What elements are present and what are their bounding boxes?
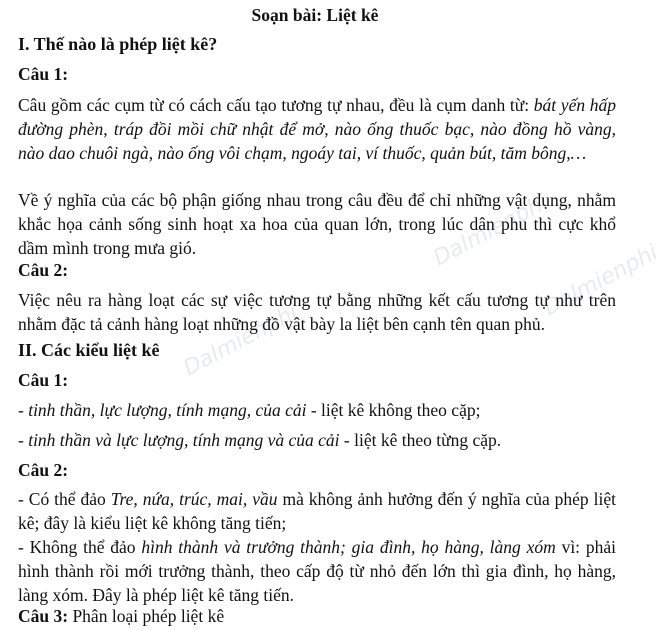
question-text: Phân loại phép liệt kê bbox=[68, 606, 225, 626]
paragraph bbox=[18, 93, 616, 165]
list-italic: hình thành và trưởng thành; gia đình, họ hàng, làng xóm bbox=[141, 537, 556, 557]
list-italic: tinh thần, lực lượng, tính mạng, của cải bbox=[28, 400, 307, 420]
page-title: Soạn bài: Liệt kê bbox=[251, 5, 379, 25]
list-dash: - bbox=[18, 430, 29, 450]
list-item bbox=[18, 428, 616, 452]
list-rest: - liệt kê không theo cặp; bbox=[306, 400, 481, 420]
list-italic: Tre, nứa, trúc, mai, vầu bbox=[110, 489, 278, 509]
question-label: Câu 1: bbox=[18, 370, 69, 390]
list-item bbox=[18, 535, 616, 607]
list-dash: - bbox=[18, 400, 29, 420]
section-heading-2: II. Các kiểu liệt kê bbox=[18, 340, 160, 360]
paragraph-italic: bát yến hấp đường phèn, tráp đồi mồi chữ nhật để mở, nào ống thuốc bạc, nào đồng hồ vàng, nào dao chuôi ngà, nào ống vôi chạm, ngoáy tai, ví thuốc, quản bút, tăm bông,… bbox=[18, 95, 616, 163]
question-label-text: Câu 3: bbox=[18, 606, 69, 626]
list-rest: - liệt kê theo từng cặp. bbox=[339, 430, 502, 450]
question-label: Câu 1: bbox=[18, 64, 69, 84]
paragraph-lead: Câu gồm các cụm từ có cách cấu tạo tương tự nhau, đều là cụm danh từ: bbox=[18, 95, 534, 115]
list-item bbox=[18, 398, 616, 422]
section-heading-1: I. Thế nào là phép liệt kê? bbox=[18, 34, 218, 54]
question-label bbox=[18, 604, 224, 628]
question-label: Câu 2: bbox=[18, 460, 69, 480]
watermark-logo: Dalmienphi bbox=[429, 190, 553, 272]
list-italic: tinh thần và lực lượng, tính mạng và của cải bbox=[28, 430, 340, 450]
watermark-logo: Dalmienphi bbox=[179, 300, 303, 382]
list-rest: vì: phải hình thành rồi mới trưởng thành, theo cấp độ từ nhỏ đến lớn thì gia đình, họ hàng, làng xóm. Đây là phép liệt kê tăng tiến. bbox=[18, 537, 616, 605]
paragraph: Về ý nghĩa của các bộ phận giống nhau trong câu đều để chỉ những vật dụng, nhằm khắc họa cảnh sống sinh hoạt xa hoa của quan lớn, trong lúc dân phu thì cực khổ dầm mình trong mưa gió. bbox=[18, 190, 616, 258]
question-label: Câu 2: bbox=[18, 260, 69, 280]
list-item bbox=[18, 487, 616, 535]
list-lead: - Không thể đảo bbox=[18, 537, 142, 557]
paragraph: Việc nêu ra hàng loạt các sự việc tương tự bằng những kết cấu tương tự như trên nhằm đặc tả cảnh hàng loạt những đồ vật bày la liệt bên cạnh tên quan phủ. bbox=[18, 290, 616, 334]
watermark-logo: Dalmienphi bbox=[539, 240, 662, 322]
list-rest: mà không ảnh hưởng đến ý nghĩa của phép liệt kê; đây là kiểu liệt kê không tăng tiến; bbox=[18, 489, 616, 533]
list-lead: - Có thể đảo bbox=[18, 489, 111, 509]
